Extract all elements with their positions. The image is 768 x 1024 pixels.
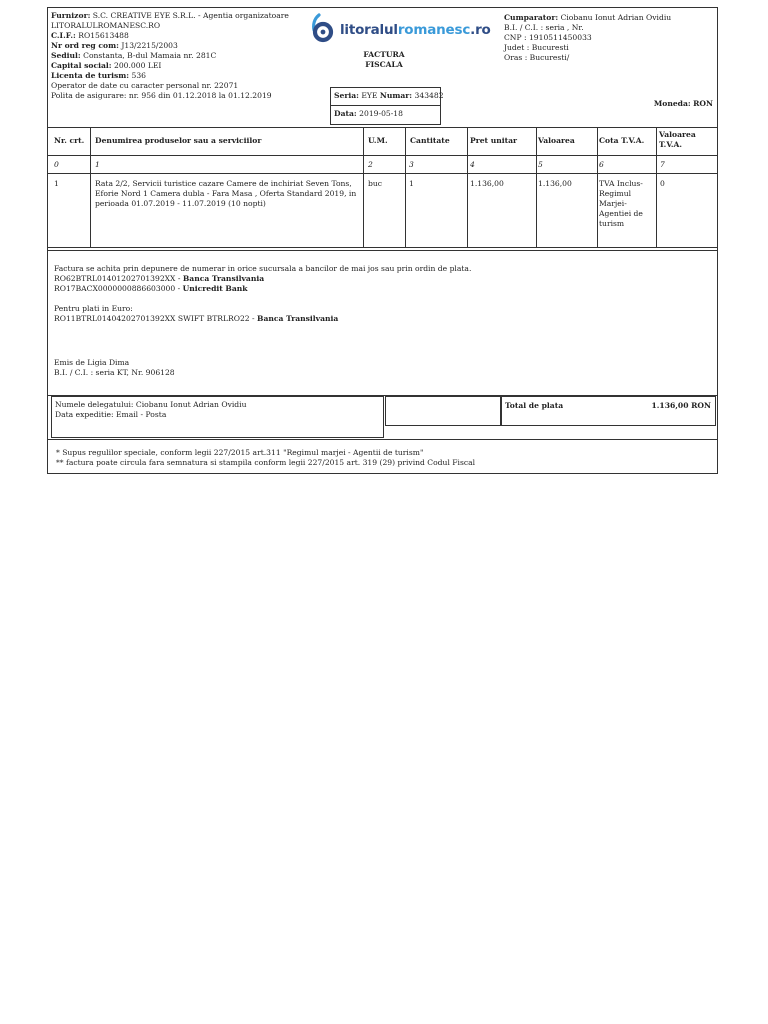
row-description: Rata 2/2, Servicii turistice cazare Camere de inchiriat Seven Tons, Eforie Nord 1 Camera dubla - Fara Masa , Oferta Standard 2019, in perioada 01.07.2019 - 11.07.2019 (10 nopti) (95, 179, 357, 208)
header-value: Valoarea (538, 136, 575, 145)
bank-account: RO17BACX0000000886603000 - Unicredit Bank (54, 284, 248, 293)
index-cell: 4 (470, 160, 475, 169)
supplier-capital: Capital social: 200.000 LEI (51, 61, 162, 70)
index-cell: 3 (409, 160, 414, 169)
customer-cnp: CNP : 1910511450033 (504, 33, 592, 42)
header-um: U.M. (368, 136, 388, 145)
index-cell: 2 (368, 160, 373, 169)
supplier-block (51, 11, 289, 101)
customer-block (504, 13, 671, 63)
customer-county: Judet : Bucuresti (504, 43, 569, 52)
row-vat-rate: TVA Inclus- Regimul Marjei- Agentiei de turism (599, 179, 643, 228)
total-value: 1.136,00 RON (651, 401, 711, 410)
series-box (330, 87, 444, 125)
row-value: 1.136,00 (538, 179, 572, 188)
row-um: buc (368, 179, 383, 188)
delegate-box (51, 396, 384, 438)
issuer-info (54, 358, 175, 378)
delegate-expedition: Data expeditie: Email - Posta (55, 410, 167, 419)
row-nr: 1 (54, 179, 59, 188)
footnotes (56, 448, 475, 468)
total-label: Total de plata (505, 401, 564, 410)
document-title: FACTURA FISCALA (363, 50, 405, 69)
supplier-operator: Operator de date cu caracter personal nr. 22071 (51, 81, 239, 90)
euro-account: RO11BTRL01404202701392XX SWIFT BTRLRO22 - Banca Transilvania (54, 314, 339, 323)
customer-id: B.I. / C.I. : seria , Nr. (504, 23, 584, 32)
index-cell: 0 (54, 160, 59, 169)
header-unit-price: Pret unitar (470, 136, 518, 145)
payment-intro: Factura se achita prin depunere de numerar in orice sucursala a bancilor de mai jos sau prin ordin de plata. (54, 264, 472, 273)
customer-city: Oras : Bucuresti/ (504, 53, 570, 62)
row-unit-price: 1.136,00 (470, 179, 504, 188)
supplier-policy: Polita de asigurare: nr. 956 din 01.12.2018 la 01.12.2019 (51, 91, 272, 100)
index-cell: 6 (599, 160, 604, 169)
payment-info (54, 264, 471, 324)
customer-name: Cumparator: Ciobanu Ionut Adrian Ovidiu (504, 13, 672, 22)
series-number: Seria: EYE Numar: 343482 (334, 91, 444, 100)
index-cell: 7 (660, 160, 665, 169)
currency: Moneda: RON (653, 99, 713, 108)
bank-account: RO62BTRL01401202701392XX - Banca Transilvania (54, 274, 265, 283)
total-box (501, 396, 716, 426)
euro-label: Pentru plati in Euro: (54, 304, 133, 313)
delegate-name: Numele delegatului: Ciobanu Ionut Adrian Ovidiu (55, 400, 247, 409)
header-vat-rate: Cota T.V.A. (599, 136, 645, 145)
logo-wordmark: litoralulromanesc.ro (340, 22, 491, 38)
row-quantity: 1 (409, 179, 414, 188)
index-cell: 5 (538, 160, 543, 169)
header-vat-value: Valoarea T.V.A. (659, 130, 696, 149)
supplier-name: Furnizor: S.C. CREATIVE EYE S.R.L. - Agentia organizatoare (51, 11, 289, 20)
issuer-name: Emis de Ligia Dima (54, 358, 130, 367)
header-quantity: Cantitate (410, 136, 450, 145)
invoice-page (47, 7, 718, 474)
index-cell: 1 (95, 160, 100, 169)
row-vat-value: 0 (660, 179, 665, 188)
footnote: ** factura poate circula fara semnatura si stampila conform legii 227/2015 art. 319 (29) privind Codul Fiscal (56, 458, 476, 467)
invoice-date: Data: 2019-05-18 (334, 109, 403, 118)
supplier-cif: C.I.F.: RO15613488 (51, 31, 129, 40)
supplier-address: Sediul: Constanta, B-dul Mamaia nr. 281C (51, 51, 217, 60)
footnote: * Supus regulilor speciale, conform legii 227/2015 art.311 "Regimul marjei - Agentii de turism" (56, 448, 424, 457)
litoral-logo-icon (310, 13, 336, 43)
company-logo (310, 13, 491, 45)
header-description: Denumirea produselor sau a serviciilor (95, 136, 262, 145)
issuer-id: B.I. / C.I. : seria KT, Nr. 906128 (54, 368, 175, 377)
header-nr-crt: Nr. crt. (54, 136, 85, 145)
supplier-brand: LITORALULROMANESC.RO (51, 21, 161, 30)
blank-box (385, 396, 501, 426)
supplier-license: Licenta de turism: 536 (51, 71, 147, 80)
supplier-reg: Nr ord reg com: J13/2215/2003 (51, 41, 178, 50)
